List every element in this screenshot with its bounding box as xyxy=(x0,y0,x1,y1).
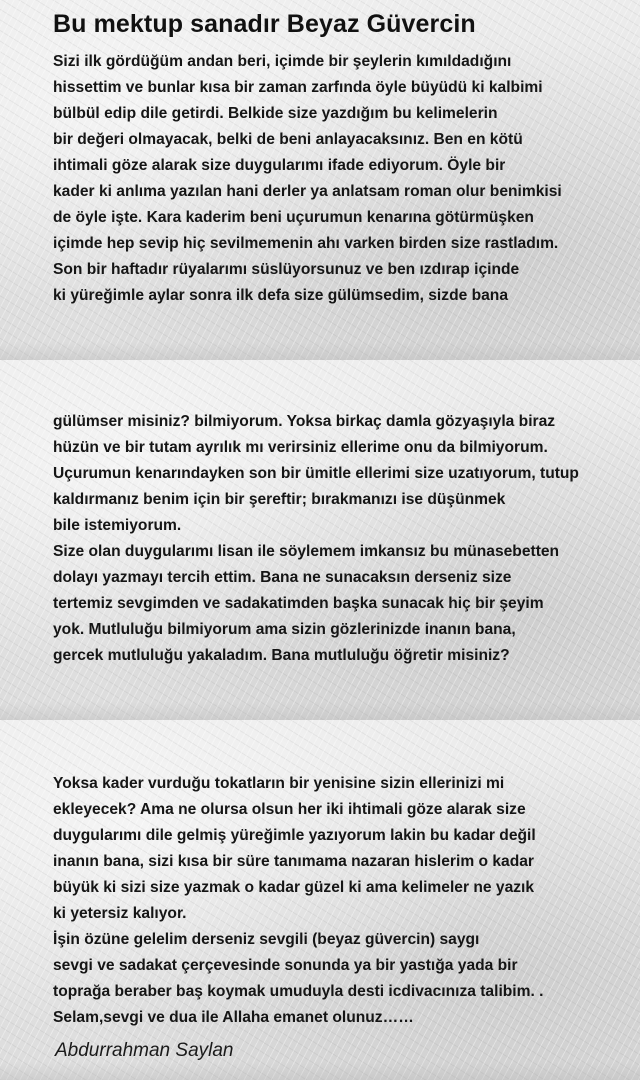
text-line: Size olan duygularımı lisan ile söylemem imkansız bu münasebetten xyxy=(53,543,560,560)
text-line: tertemiz sevgimden ve sadakatimden başka sunacak hiç bir şeyim xyxy=(53,595,544,612)
poem-text-block-3 xyxy=(53,771,544,1031)
text-line: sevgi ve sadakat çerçevesinde sonunda ya bir yastığa yada bir xyxy=(53,957,518,974)
text-line: kaldırmanız benim için bir şereftir; bırakmanızı ise düşünmek xyxy=(53,491,506,508)
text-line: kader ki anlıma yazılan hani derler ya anlatsam roman olur benimkisi xyxy=(53,183,562,200)
text-line: yok. Mutluluğu bilmiyorum ama sizin gözlerinizde inanın bana, xyxy=(53,621,516,638)
poem-text-block-1 xyxy=(53,49,562,309)
poem-title: Bu mektup sanadır Beyaz Güvercin xyxy=(53,10,476,38)
text-line: Selam,sevgi ve dua ile Allaha emanet olunuz…… xyxy=(53,1009,414,1026)
text-line: ki yetersiz kalıyor. xyxy=(53,905,187,922)
text-line: ihtimali göze alarak size duygularımı ifade ediyorum. Öyle bir xyxy=(53,157,506,174)
text-line: dolayı yazmayı tercih ettim. Bana ne sunacaksın derseniz size xyxy=(53,569,512,586)
text-line: Son bir haftadır rüyalarımı süslüyorsunuz ve ben ızdırap içinde xyxy=(53,261,520,278)
text-line: bülbül edip dile getirdi. Belkide size yazdığım bu kelimelerin xyxy=(53,105,498,122)
text-line: İşin özüne gelelim derseniz sevgili (beyaz güvercin) saygı xyxy=(53,931,480,948)
text-line: de öyle işte. Kara kaderim beni uçurumun kenarına götürmüşken xyxy=(53,209,534,226)
text-line: inanın bana, sizi kısa bir süre tanımama nazaran hislerim o kadar xyxy=(53,853,534,870)
text-line: hüzün ve bir tutam ayrılık mı verirsiniz ellerime onu da bilmiyorum. xyxy=(53,439,548,456)
text-line: bir değeri olmayacak, belki de beni anlayacaksınız. Ben en kötü xyxy=(53,131,523,148)
text-line: Sizi ilk gördüğüm andan beri, içimde bir şeylerin kımıldadığını xyxy=(53,53,512,70)
text-line: toprağa beraber baş koymak umuduyla desti icdivacınıza talibim. . xyxy=(53,983,544,1000)
poem-panel-1 xyxy=(0,0,640,360)
text-line: ki yüreğimle aylar sonra ilk defa size gülümsedim, sizde bana xyxy=(53,287,508,304)
text-line: gülümser misiniz? bilmiyorum. Yoksa birkaç damla gözyaşıyla biraz xyxy=(53,413,556,430)
text-line: bile istemiyorum. xyxy=(53,517,182,534)
poem-panel-3 xyxy=(0,720,640,1080)
text-line: büyük ki sizi size yazmak o kadar güzel ki ama kelimeler ne yazık xyxy=(53,879,535,896)
text-line: Uçurumun kenarındayken son bir ümitle ellerimi size uzatıyorum, tutup xyxy=(53,465,579,482)
poem-panel-2 xyxy=(0,360,640,720)
text-line: içimde hep sevip hiç sevilmemenin ahı varken birden size rastladım. xyxy=(53,235,559,252)
text-line: Yoksa kader vurduğu tokatların bir yenisine sizin ellerinizi mi xyxy=(53,775,505,792)
text-line: duygularımı dile gelmiş yüreğimle yazıyorum lakin bu kadar değil xyxy=(53,827,536,844)
author-signature: Abdurrahman Saylan xyxy=(55,1040,234,1061)
text-line: gercek mutluluğu yakaladım. Bana mutluluğu öğretir misiniz? xyxy=(53,647,510,664)
poem-text-block-2 xyxy=(53,409,579,669)
text-line: hissettim ve bunlar kısa bir zaman zarfında öyle büyüdü ki kalbimi xyxy=(53,79,543,96)
text-line: ekleyecek? Ama ne olursa olsun her iki ihtimali göze alarak size xyxy=(53,801,526,818)
